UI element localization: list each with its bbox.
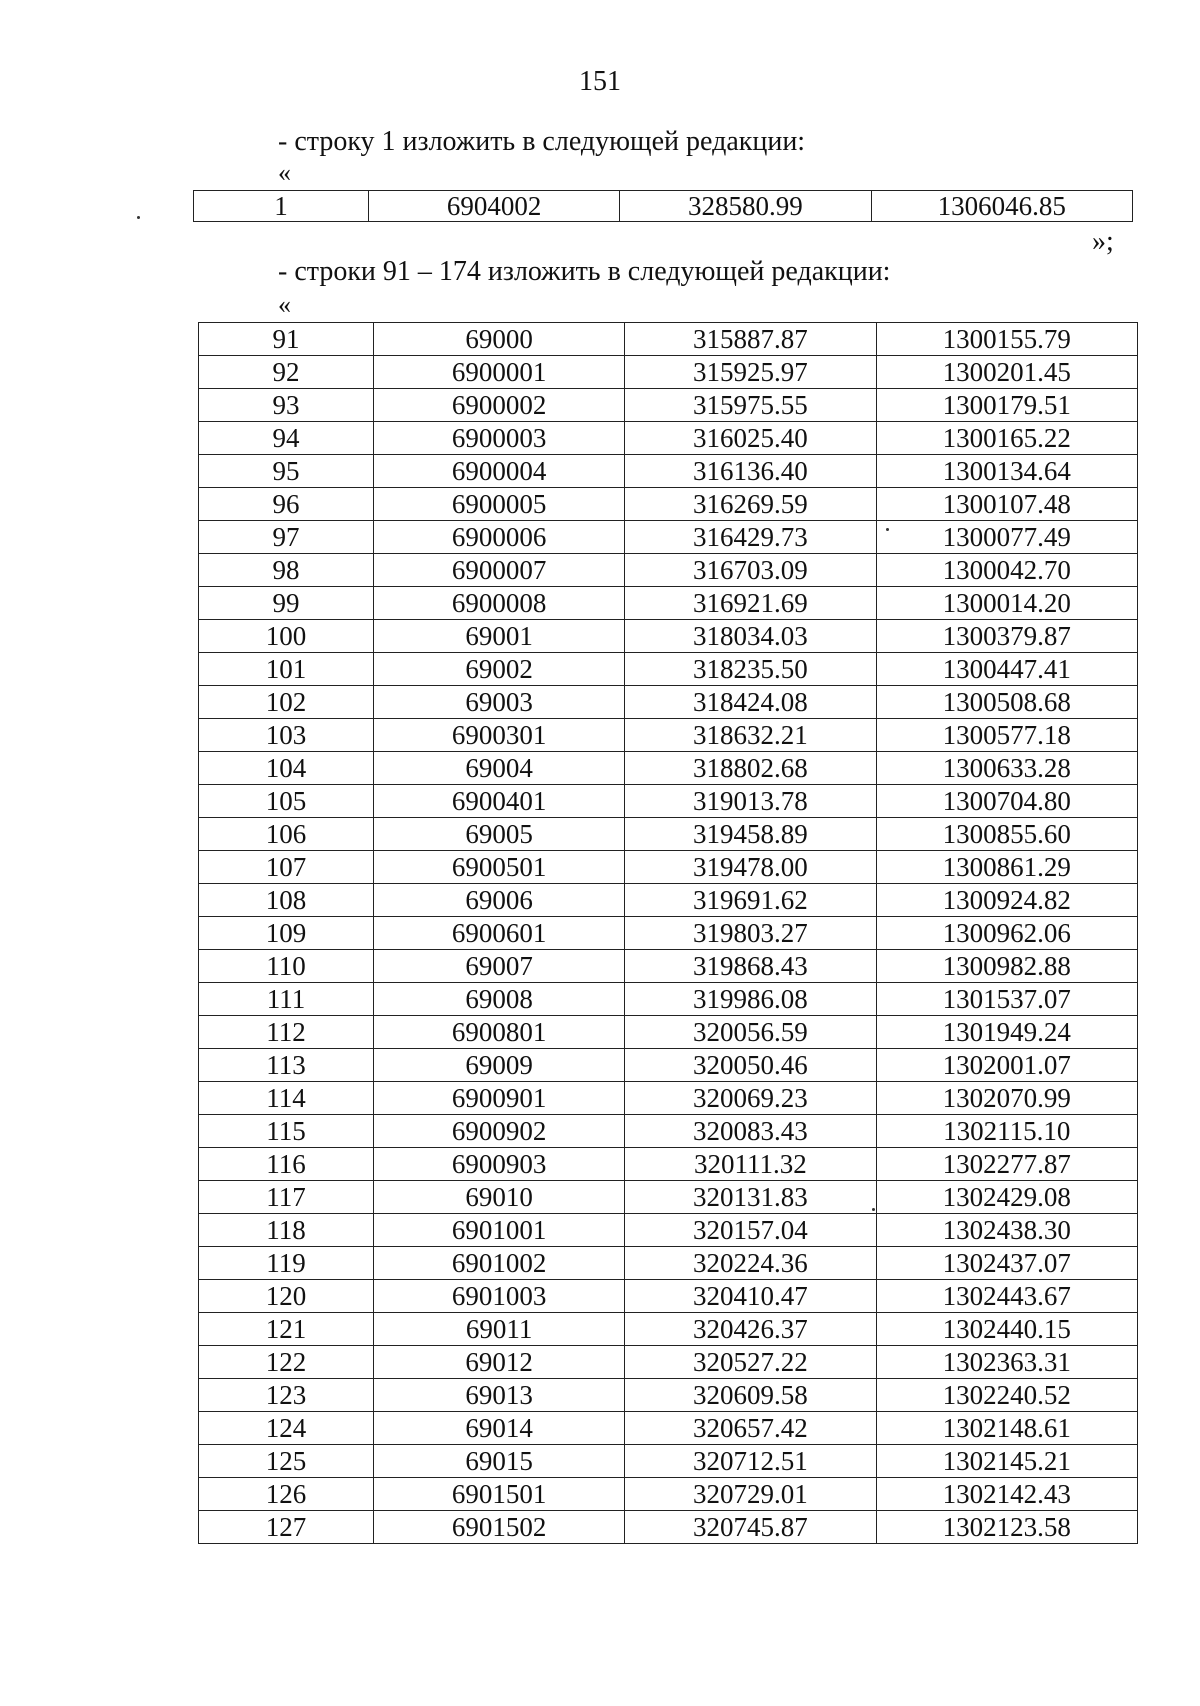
- table-cell: 6901003: [373, 1280, 624, 1313]
- table-cell: 319458.89: [625, 818, 876, 851]
- table-cell: 6900007: [373, 554, 624, 587]
- table-cell: 1302429.08: [876, 1181, 1137, 1214]
- table-cell: 1300042.70: [876, 554, 1137, 587]
- table-row: [199, 422, 1138, 455]
- table-cell: 6900006: [373, 521, 624, 554]
- table-cell: 69012: [373, 1346, 624, 1379]
- table-row: [199, 1181, 1138, 1214]
- table-cell: 1302240.52: [876, 1379, 1137, 1412]
- table-row: [199, 917, 1138, 950]
- table-cell: 315925.97: [625, 356, 876, 389]
- table-cell: 1302438.30: [876, 1214, 1137, 1247]
- table-cell: 69013: [373, 1379, 624, 1412]
- table-cell: 6900401: [373, 785, 624, 818]
- table-cell: 97: [199, 521, 374, 554]
- table-row: [199, 323, 1138, 356]
- table-cell: 320131.83: [625, 1181, 876, 1214]
- table-cell: 105: [199, 785, 374, 818]
- table-cell: 127: [199, 1511, 374, 1544]
- table-cell: 320069.23: [625, 1082, 876, 1115]
- coordinates-table-rows-91-127: [198, 322, 1138, 1544]
- table-cell: 320410.47: [625, 1280, 876, 1313]
- table-cell: 320111.32: [625, 1148, 876, 1181]
- paragraph-rows-91-174: - строки 91 – 174 изложить в следующей редакции:: [278, 256, 891, 287]
- scan-speck: [137, 216, 140, 219]
- table-cell: 121: [199, 1313, 374, 1346]
- table-cell: 6900003: [373, 422, 624, 455]
- open-quote-2: «: [278, 290, 291, 319]
- table-cell: 94: [199, 422, 374, 455]
- table-cell: 98: [199, 554, 374, 587]
- table-row: [199, 1478, 1138, 1511]
- table-cell: 69001: [373, 620, 624, 653]
- table-cell: 1300982.88: [876, 950, 1137, 983]
- table-cell: 316025.40: [625, 422, 876, 455]
- table-cell: 320056.59: [625, 1016, 876, 1049]
- table-row: [199, 1346, 1138, 1379]
- table-row: [199, 455, 1138, 488]
- table-cell: 6900501: [373, 851, 624, 884]
- table-cell: 93: [199, 389, 374, 422]
- table-cell: 6900801: [373, 1016, 624, 1049]
- table-cell: 320426.37: [625, 1313, 876, 1346]
- table-cell: 112: [199, 1016, 374, 1049]
- table-cell: 118: [199, 1214, 374, 1247]
- table-row: [199, 521, 1138, 554]
- table-cell: 1300134.64: [876, 455, 1137, 488]
- table-cell: 319868.43: [625, 950, 876, 983]
- table-row: [199, 1511, 1138, 1544]
- table-cell: 1300508.68: [876, 686, 1137, 719]
- table-cell: 115: [199, 1115, 374, 1148]
- table-row: [199, 1412, 1138, 1445]
- table-cell: 6901502: [373, 1511, 624, 1544]
- table-row: [199, 1445, 1138, 1478]
- table-cell: 104: [199, 752, 374, 785]
- table-row: [199, 1049, 1138, 1082]
- table-row: [199, 653, 1138, 686]
- table-cell: 1300861.29: [876, 851, 1137, 884]
- table-row: [199, 752, 1138, 785]
- table-cell: 1301949.24: [876, 1016, 1137, 1049]
- table-cell: 1302115.10: [876, 1115, 1137, 1148]
- table-cell: 1300447.41: [876, 653, 1137, 686]
- table-cell: 6900301: [373, 719, 624, 752]
- table-row: [199, 719, 1138, 752]
- scan-speck: [872, 1208, 875, 1211]
- scan-speck: [886, 528, 889, 531]
- table-cell: 96: [199, 488, 374, 521]
- table-cell: 101: [199, 653, 374, 686]
- table-cell: 316429.73: [625, 521, 876, 554]
- table-cell: 6900001: [373, 356, 624, 389]
- table-cell: 6900903: [373, 1148, 624, 1181]
- table-cell: 119: [199, 1247, 374, 1280]
- table-cell: 318632.21: [625, 719, 876, 752]
- table-cell: 319478.00: [625, 851, 876, 884]
- table-cell: 6900902: [373, 1115, 624, 1148]
- table-cell: 316136.40: [625, 455, 876, 488]
- table-cell: 6900008: [373, 587, 624, 620]
- table-cell: 91: [199, 323, 374, 356]
- table-cell: 1: [194, 191, 369, 222]
- table-row: [199, 488, 1138, 521]
- table-cell: 1302142.43: [876, 1478, 1137, 1511]
- table-row: [199, 785, 1138, 818]
- table-cell: 1302001.07: [876, 1049, 1137, 1082]
- table-cell: 103: [199, 719, 374, 752]
- table-row: [199, 554, 1138, 587]
- table-cell: 99: [199, 587, 374, 620]
- table-row: [199, 851, 1138, 884]
- paragraph-row-1: - строку 1 изложить в следующей редакции:: [278, 126, 806, 157]
- table-cell: 69010: [373, 1181, 624, 1214]
- table-cell: 328580.99: [620, 191, 871, 222]
- table-cell: 69009: [373, 1049, 624, 1082]
- open-quote-1: «: [278, 158, 291, 187]
- table-cell: 316703.09: [625, 554, 876, 587]
- table-cell: 319691.62: [625, 884, 876, 917]
- table-row: [199, 950, 1138, 983]
- table-row: [199, 1214, 1138, 1247]
- table-cell: 1302070.99: [876, 1082, 1137, 1115]
- table-row: [199, 1379, 1138, 1412]
- table-cell: 6900601: [373, 917, 624, 950]
- table-cell: 1306046.85: [871, 191, 1132, 222]
- table-cell: 69002: [373, 653, 624, 686]
- table-cell: 320157.04: [625, 1214, 876, 1247]
- table-row: [199, 620, 1138, 653]
- table-cell: 319013.78: [625, 785, 876, 818]
- table-cell: 1300855.60: [876, 818, 1137, 851]
- table-row: [199, 1247, 1138, 1280]
- table-cell: 6900901: [373, 1082, 624, 1115]
- table-cell: 69011: [373, 1313, 624, 1346]
- table-cell: 1300107.48: [876, 488, 1137, 521]
- table-row: [199, 818, 1138, 851]
- table-cell: 1300962.06: [876, 917, 1137, 950]
- table-cell: 69006: [373, 884, 624, 917]
- table-cell: 1300201.45: [876, 356, 1137, 389]
- table-cell: 6901501: [373, 1478, 624, 1511]
- table-cell: 320609.58: [625, 1379, 876, 1412]
- table-cell: 320083.43: [625, 1115, 876, 1148]
- table-cell: 123: [199, 1379, 374, 1412]
- table-cell: 6900005: [373, 488, 624, 521]
- table-cell: 318235.50: [625, 653, 876, 686]
- table-cell: 1302437.07: [876, 1247, 1137, 1280]
- table-row: [199, 356, 1138, 389]
- table-cell: 319803.27: [625, 917, 876, 950]
- table-cell: 111: [199, 983, 374, 1016]
- table-cell: 1301537.07: [876, 983, 1137, 1016]
- close-quote: »;: [1092, 226, 1114, 257]
- table-cell: 125: [199, 1445, 374, 1478]
- table-cell: 69000: [373, 323, 624, 356]
- table-cell: 122: [199, 1346, 374, 1379]
- table-cell: 316269.59: [625, 488, 876, 521]
- table-cell: 320712.51: [625, 1445, 876, 1478]
- table-cell: 1302443.67: [876, 1280, 1137, 1313]
- table-row: [199, 1115, 1138, 1148]
- table-cell: 69007: [373, 950, 624, 983]
- table-row: [199, 1148, 1138, 1181]
- table-cell: 1300577.18: [876, 719, 1137, 752]
- table-cell: 110: [199, 950, 374, 983]
- coordinates-table-row-1: [193, 190, 1133, 222]
- table-cell: 1300165.22: [876, 422, 1137, 455]
- table-cell: 315887.87: [625, 323, 876, 356]
- table-row: [199, 587, 1138, 620]
- table-cell: 113: [199, 1049, 374, 1082]
- table-row: [199, 983, 1138, 1016]
- table-cell: 69004: [373, 752, 624, 785]
- table-cell: 320527.22: [625, 1346, 876, 1379]
- table-cell: 318034.03: [625, 620, 876, 653]
- table-row: [199, 1016, 1138, 1049]
- table-cell: 120: [199, 1280, 374, 1313]
- table-cell: 107: [199, 851, 374, 884]
- table-cell: 1300704.80: [876, 785, 1137, 818]
- table-cell: 100: [199, 620, 374, 653]
- table-cell: 1302277.87: [876, 1148, 1137, 1181]
- table-cell: 116: [199, 1148, 374, 1181]
- table-cell: 6900004: [373, 455, 624, 488]
- table-cell: 320729.01: [625, 1478, 876, 1511]
- table-cell: 6900002: [373, 389, 624, 422]
- table-row: [194, 191, 1133, 222]
- table-cell: 315975.55: [625, 389, 876, 422]
- page-number: 151: [579, 66, 621, 97]
- table-cell: 320050.46: [625, 1049, 876, 1082]
- table-cell: 319986.08: [625, 983, 876, 1016]
- table-cell: 1300155.79: [876, 323, 1137, 356]
- table-cell: 320657.42: [625, 1412, 876, 1445]
- table-cell: 6904002: [368, 191, 619, 222]
- table-cell: 69015: [373, 1445, 624, 1478]
- table-cell: 106: [199, 818, 374, 851]
- table-cell: 124: [199, 1412, 374, 1445]
- table-cell: 69008: [373, 983, 624, 1016]
- table-cell: 1302145.21: [876, 1445, 1137, 1478]
- table-cell: 1302363.31: [876, 1346, 1137, 1379]
- table-cell: 318802.68: [625, 752, 876, 785]
- table-cell: 1302123.58: [876, 1511, 1137, 1544]
- table-row: [199, 1280, 1138, 1313]
- table-cell: 320224.36: [625, 1247, 876, 1280]
- table-cell: 1300633.28: [876, 752, 1137, 785]
- table-cell: 318424.08: [625, 686, 876, 719]
- table-cell: 320745.87: [625, 1511, 876, 1544]
- table-row: [199, 884, 1138, 917]
- table-cell: 102: [199, 686, 374, 719]
- table-cell: 6901001: [373, 1214, 624, 1247]
- table-cell: 6901002: [373, 1247, 624, 1280]
- table-row: [199, 686, 1138, 719]
- table-cell: 1300379.87: [876, 620, 1137, 653]
- table-row: [199, 1082, 1138, 1115]
- table-cell: 126: [199, 1478, 374, 1511]
- table-cell: 1302440.15: [876, 1313, 1137, 1346]
- table-row: [199, 389, 1138, 422]
- table-cell: 316921.69: [625, 587, 876, 620]
- table-cell: 109: [199, 917, 374, 950]
- table-cell: 108: [199, 884, 374, 917]
- table-cell: 1300179.51: [876, 389, 1137, 422]
- table-cell: 1300077.49: [876, 521, 1137, 554]
- table-cell: 69005: [373, 818, 624, 851]
- table-cell: 95: [199, 455, 374, 488]
- table-cell: 1300924.82: [876, 884, 1137, 917]
- table-cell: 92: [199, 356, 374, 389]
- table-cell: 69014: [373, 1412, 624, 1445]
- table-cell: 114: [199, 1082, 374, 1115]
- table-row: [199, 1313, 1138, 1346]
- table-cell: 117: [199, 1181, 374, 1214]
- table-cell: 1300014.20: [876, 587, 1137, 620]
- table-cell: 1302148.61: [876, 1412, 1137, 1445]
- table-cell: 69003: [373, 686, 624, 719]
